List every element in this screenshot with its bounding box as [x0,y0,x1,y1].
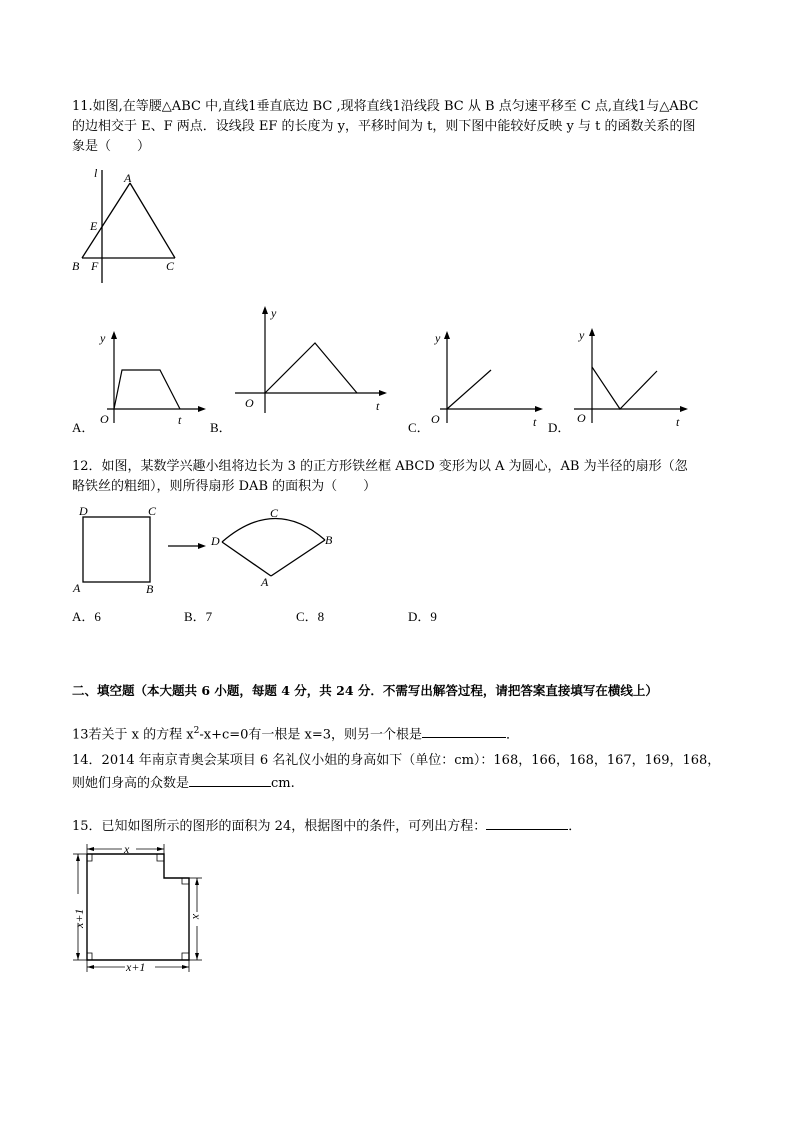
square-label-d: D [79,504,88,518]
option-a-label: A． [72,420,95,435]
q13-exponent: 2 [193,726,200,736]
graph-a [92,328,207,428]
label-l: l [94,166,98,180]
square-label-b: B [146,582,154,596]
sector-arc [222,518,325,542]
graph-c [425,328,545,428]
label-c: C [166,259,175,273]
side-ac [130,183,175,258]
q12-figure [70,500,350,598]
dim-left-label: x+1 [72,908,86,928]
graph-d-origin-label: O [577,411,586,425]
q13-suffix: ． [506,727,520,743]
label-e: E [90,219,98,233]
q11-line2: 的边相交于 E、F 两点．设线段 EF 的长度为 y，平移时间为 t，则下图中能较好反映 y 与 t 的函数关系的图 [72,119,696,134]
square-label-a: A [73,581,81,595]
q12-line2: 略铁丝的粗细），则所得扇形 DAB 的面积为（ ） [72,479,377,494]
option-d-label: D． [548,420,571,435]
sector-radius-ad [222,542,271,576]
section-2-heading: 二、填空题（本大题共 6 小题，每题 4 分，共 24 分．不需写出解答过程，请把答案直接填写在横线上） [72,683,658,698]
q11-line1: 11.如图,在等腰△ABC 中,直线1垂直底边 BC ,现将直线1沿线段 BC 从 B 点匀速平移至 C 点,直线1与△ABC [72,99,699,114]
graph-b [233,303,393,415]
q13-answer-blank[interactable] [422,724,506,738]
sector-label-c: C [270,506,279,520]
shape-outline [87,854,189,960]
q14-answer-blank[interactable] [189,773,271,787]
q14-suffix: cm. [271,776,295,791]
dim-bottom-label: x+1 [126,960,146,974]
q15-suffix: ． [568,819,582,834]
q12-choice-c: C．8 [296,609,325,624]
graph-b-y-label: y [271,306,277,320]
q12-choice-a: A．6 [72,609,101,624]
q13-middle: -x+c=0有一根是 x=3，则另一个根是 [199,727,423,743]
square-abcd [83,517,150,582]
sector-radius-ab [271,540,325,576]
sector-label-d: D [211,534,220,548]
graph-b-t-label: t [376,399,380,413]
graph-c-origin-label: O [431,412,440,426]
graph-c-y-label: y [435,331,441,345]
graph-d [570,325,690,428]
square-label-c: C [148,504,157,518]
label-b: B [72,259,80,273]
graph-c-curve [447,370,491,409]
dim-top-label: x [124,842,130,856]
graph-a-curve [114,370,180,409]
q13-prefix: 13若关于 x 的方程 x [72,727,194,743]
q14-line2 [72,773,295,794]
graph-a-y-label: y [100,331,106,345]
q12-choice-b: B．7 [184,609,213,624]
graph-d-curve [592,367,657,409]
graph-c-t-label: t [533,415,537,429]
q11-triangle-figure [70,165,190,285]
dim-right-label: x [190,914,204,920]
sector-label-b: B [325,533,333,547]
label-f: F [91,259,99,273]
sector-label-a: A [261,575,269,589]
q14-line1: 14．2014 年南京青奥会某项目 6 名礼仪小姐的身高如下（单位：cm）：168，166，168，167，169，168， [72,753,721,768]
q11-line3: 象是（ ） [72,139,151,154]
q15-prefix: 15．已知如图所示的图形的面积为 24，根据图中的条件，可列出方程： [72,819,487,834]
arrow-head [198,543,206,549]
q15 [72,816,581,837]
q15-answer-blank[interactable] [486,816,568,830]
label-a: A [124,171,132,185]
q12-line1: 12．如图，某数学兴趣小组将边长为 3 的正方形铁丝框 ABCD 变形为以 A 为圆心，AB 为半径的扇形（忽 [72,459,688,474]
q15-figure [70,842,205,977]
q12-choice-d: D．9 [408,609,437,624]
option-c-label: C． [408,420,430,435]
q14-prefix: 则她们身高的众数是 [72,776,190,791]
graph-a-origin-label: O [100,412,109,426]
q13 [72,721,519,745]
graph-d-t-label: t [676,415,680,429]
graph-b-curve [265,343,357,393]
graph-d-y-label: y [579,328,585,342]
graph-a-t-label: t [178,413,182,427]
option-b-label: B． [210,420,232,435]
graph-b-origin-label: O [245,396,254,410]
